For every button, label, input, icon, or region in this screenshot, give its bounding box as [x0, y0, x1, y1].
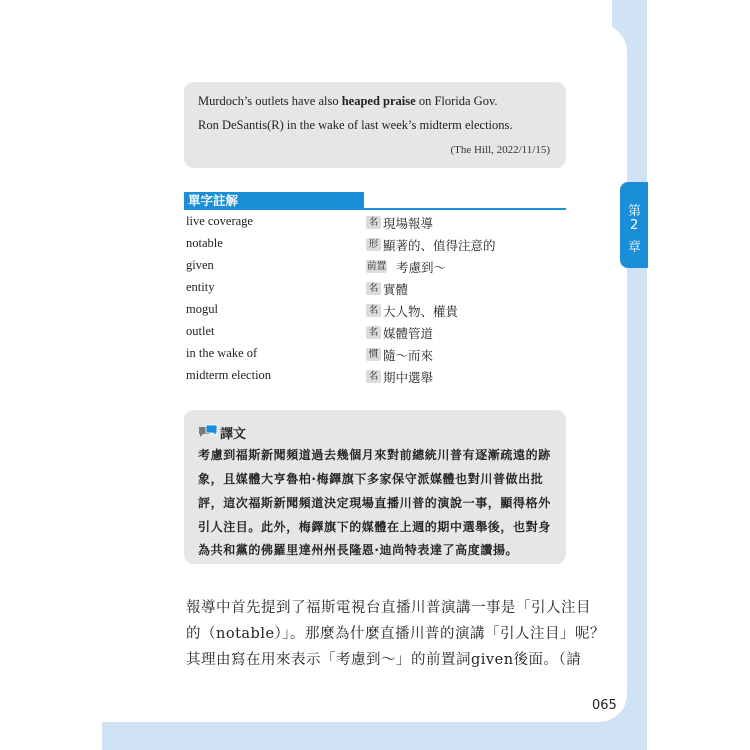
translation-line: 引人注目。此外，梅鐸旗下的媒體在上週的期中選舉後，也對身: [198, 520, 551, 534]
quote-source: (The Hill, 2022/11/15): [450, 144, 550, 156]
quote-line-1: Murdoch’s outlets have also heaped praise on Florida Gov.: [198, 94, 498, 108]
vocab-word: outlet: [186, 324, 215, 338]
body-text-line: 報導中首先提到了福斯電視台直播川普演講一事是「引人注目: [186, 600, 591, 616]
vocab-word: given: [186, 258, 214, 272]
vocab-row: [0, 280, 750, 300]
pos-tag: 形: [366, 238, 381, 251]
chapter-tab-label: 第: [628, 204, 642, 219]
vocab-rule: [184, 208, 566, 210]
vocab-row: [0, 302, 750, 322]
vocab-word: notable: [186, 236, 223, 250]
quote-highlight: heaped praise: [341, 94, 416, 108]
vocab-definition: 期中選舉: [383, 370, 434, 385]
vocab-word: midterm election: [186, 368, 272, 382]
pos-tag: 名: [366, 370, 381, 383]
body-text-line: 其理由寫在用來表示「考慮到～」的前置詞given後面。（請: [186, 652, 582, 668]
vocab-title: 單字註解: [188, 193, 239, 208]
translation-line: 為共和黨的佛羅里達州州長隆恩·迪尚特表達了高度讚揚。: [198, 543, 519, 557]
vocab-row: [0, 324, 750, 344]
vocab-definition: 媒體管道: [383, 326, 434, 341]
pos-tag: 名: [366, 282, 381, 295]
chapter-tab-number: 2: [630, 218, 639, 233]
quote-line-2: Ron DeSantis(R) in the wake of last week’s midterm elections.: [198, 118, 513, 132]
vocab-definition: 考慮到～: [396, 260, 447, 275]
translation-line: 考慮到福斯新聞頻道過去幾個月來對前總統川普有逐漸疏遠的跡: [198, 448, 551, 462]
body-text-line: 的（notable）」。那麼為什麼直播川普的演講「引人注目」呢？: [186, 626, 606, 642]
vocab-definition: 隨～而來: [383, 348, 434, 363]
pos-tag: 名: [366, 304, 381, 317]
speech-bubbles-icon: [198, 424, 218, 440]
vocab-definition: 實體: [383, 282, 409, 297]
pos-tag: 前置: [367, 261, 387, 272]
translation-line: 象，且媒體大亨魯柏·梅鐸旗下多家保守派媒體也對川普做出批: [198, 472, 544, 486]
vocab-word: mogul: [186, 302, 218, 316]
vocab-word: in the wake of: [186, 346, 258, 360]
vocab-word: entity: [186, 280, 215, 294]
chapter-tab-label: 章: [628, 240, 642, 255]
translation-line: 評，這次福斯新聞頻道決定現場直播川普的演說一事，顯得格外: [198, 496, 551, 510]
vocab-word: live coverage: [186, 214, 253, 228]
vocab-definition: 大人物、權貴: [383, 304, 459, 319]
vocab-definition: 現場報導: [383, 216, 434, 231]
translation-title: 譯文: [220, 427, 247, 442]
page-number: 065: [592, 698, 617, 713]
pos-tag: 名: [366, 216, 381, 229]
pos-tag: 慣: [366, 348, 381, 361]
pos-tag: 名: [366, 326, 381, 339]
vocab-row: [0, 368, 750, 388]
vocab-definition: 顯著的、值得注意的: [383, 238, 496, 253]
vocab-row: [0, 346, 750, 366]
